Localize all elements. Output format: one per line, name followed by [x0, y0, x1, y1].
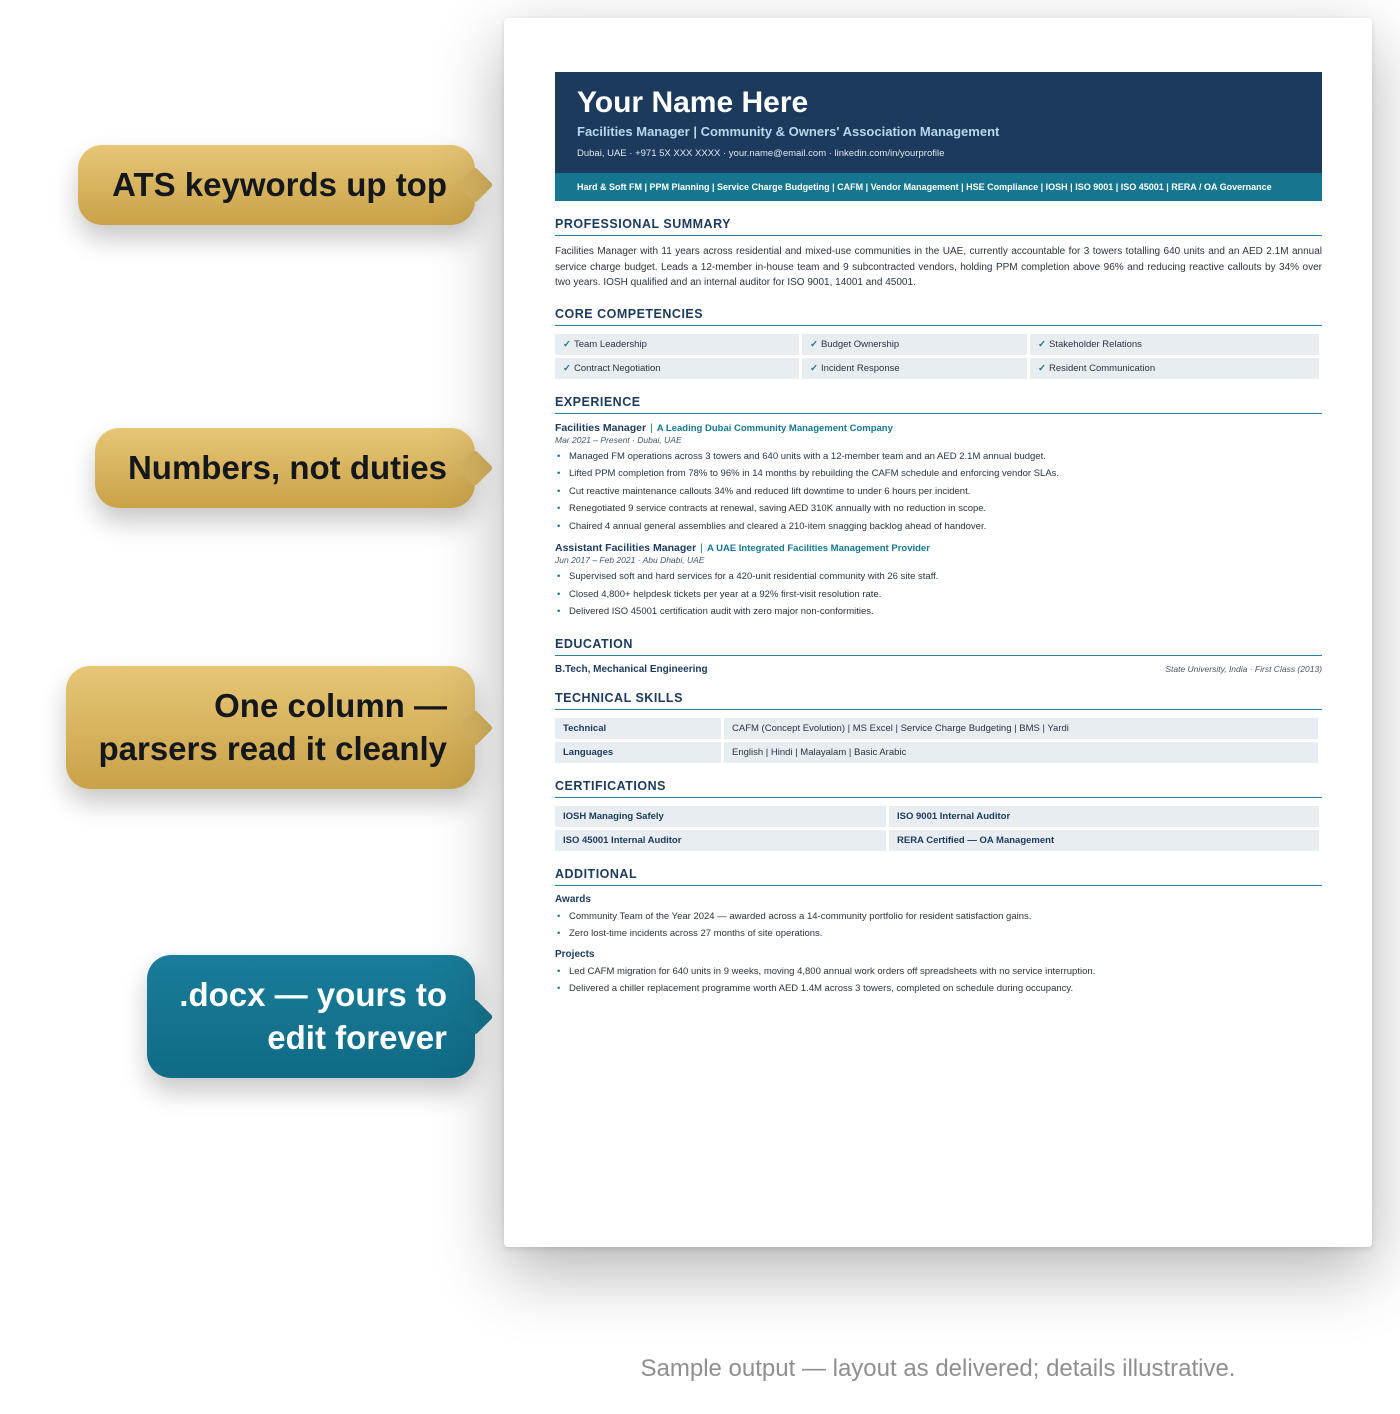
awards-heading: Awards	[555, 893, 591, 905]
skill-label: Technical	[555, 718, 721, 739]
competency-item: ✓ Incident Response	[802, 358, 1027, 379]
list-item: • Chaired 4 annual general assemblies and cleared a 210-item snagging backlog ahead of handover.	[555, 518, 1322, 536]
list-item: • Delivered a chiller replacement programme worth AED 1.4M across 3 towers, completed on schedule during occupancy.	[555, 980, 1322, 998]
section-heading-certifications: CERTIFICATIONS	[555, 779, 1322, 798]
job-title: Assistant Facilities Manager	[555, 542, 697, 554]
job-company: A Leading Dubai Community Management Company	[656, 422, 893, 434]
check-icon: ✓	[563, 338, 571, 350]
footer-caption: Sample output — layout as delivered; details illustrative.	[640, 1355, 1236, 1382]
certifications-grid	[555, 806, 1322, 851]
job-meta: Jun 2017 – Feb 2021 · Abu Dhabi, UAE	[555, 555, 705, 565]
section-heading-skills: TECHNICAL SKILLS	[555, 691, 1322, 710]
contact-line: Dubai, UAE · +971 5X XXX XXXX · your.name@email.com · linkedin.com/in/yourprofile	[577, 148, 945, 159]
list-item: • Lifted PPM completion from 78% to 96% in 14 months by rebuilding the CAFM schedule and enforcing vendor SLAs.	[555, 465, 1322, 483]
callout-numbers	[95, 428, 475, 508]
competency-grid	[555, 334, 1322, 379]
callout-text: .docx — yours to edit forever	[179, 976, 447, 1056]
skill-value: English | Hindi | Malayalam | Basic Arabic	[724, 742, 1318, 763]
callout-text: One column — parsers read it cleanly	[98, 687, 447, 767]
job-entry	[555, 422, 1322, 536]
callout-ats-keywords	[78, 145, 475, 225]
skill-label: Languages	[555, 742, 721, 763]
job-title-line: Assistant Facilities Manager | A UAE Integrated Facilities Management Provider	[555, 542, 930, 554]
callout-one-column	[66, 666, 475, 789]
resume-header	[555, 72, 1322, 173]
section-heading-experience: EXPERIENCE	[555, 395, 1322, 414]
job-bullets	[555, 568, 1322, 621]
callout-docx	[147, 955, 475, 1078]
candidate-role: Facilities Manager | Community & Owners' Association Management	[577, 124, 1000, 139]
candidate-name: Your Name Here	[577, 86, 809, 119]
check-icon: ✓	[810, 338, 818, 350]
projects-heading: Projects	[555, 948, 595, 960]
competency-item: ✓ Stakeholder Relations	[1030, 334, 1319, 355]
section-heading-additional: ADDITIONAL	[555, 867, 1322, 886]
competency-item: ✓ Contract Negotiation	[555, 358, 799, 379]
skill-value: CAFM (Concept Evolution) | MS Excel | Service Charge Budgeting | BMS | Yardi	[724, 718, 1318, 739]
list-item: • Zero lost-time incidents across 27 months of site operations.	[555, 925, 1322, 943]
keyword-bar: Hard & Soft FM | PPM Planning | Service Charge Budgeting | CAFM | Vendor Management | HSE Compliance | IOSH | ISO 9001 | ISO 45001 | RERA / OA Governance	[555, 173, 1322, 201]
callout-text: Numbers, not duties	[127, 449, 447, 486]
job-meta: Mar 2021 – Present · Dubai, UAE	[555, 434, 682, 445]
resume-content	[555, 72, 1322, 998]
education-institution: State University, India · First Class (2013)	[1165, 663, 1322, 674]
section-heading-summary: PROFESSIONAL SUMMARY	[555, 217, 1322, 236]
list-item: • Closed 4,800+ helpdesk tickets per year at a 92% first-visit resolution rate.	[555, 586, 1322, 604]
section-heading-education: EDUCATION	[555, 637, 1322, 656]
certification-item: ISO 45001 Internal Auditor	[555, 830, 886, 851]
check-icon: ✓	[1038, 362, 1046, 374]
projects-list	[555, 963, 1322, 998]
summary-text: Facilities Manager with 11 years across residential and mixed-use communities in the UAE, currently accountable for 3 towers totalling 640 units and an AED 2.1M annual service charge budget. Leads a 12-member in-house team and 9 subcontracted vendors, holding PPM completion above 96% and reducing reactive callouts by 34% over two years. IOSH qualified and an internal auditor for ISO 9001, 14001 and 45001.	[555, 246, 1322, 288]
competency-item: ✓ Budget Ownership	[802, 334, 1027, 355]
job-bullets	[555, 448, 1322, 536]
job-company: A UAE Integrated Facilities Management Provider	[706, 543, 930, 554]
list-item: • Renegotiated 9 service contracts at renewal, saving AED 310K annually with no reduction in scope.	[555, 500, 1322, 518]
check-icon: ✓	[563, 362, 571, 374]
list-item: • Led CAFM migration for 640 units in 9 weeks, moving 4,800 annual work orders off spreadsheets with no service interruption.	[555, 963, 1322, 981]
awards-list	[555, 908, 1322, 943]
education-row	[555, 664, 1322, 675]
education-degree: B.Tech, Mechanical Engineering	[555, 663, 708, 675]
callout-text: ATS keywords up top	[112, 166, 447, 203]
job-title: Facilities Manager	[555, 421, 647, 434]
competency-item: ✓ Resident Communication	[1030, 358, 1319, 379]
check-icon: ✓	[1038, 338, 1046, 350]
list-item: • Supervised soft and hard services for a 420-unit residential community with 26 site staff.	[555, 568, 1322, 586]
competency-item: ✓ Team Leadership	[555, 334, 799, 355]
certification-item: RERA Certified — OA Management	[889, 830, 1319, 851]
certification-item: IOSH Managing Safely	[555, 806, 886, 827]
list-item: • Managed FM operations across 3 towers and 640 units with a 12-member team and an AED 2.1M annual budget.	[555, 448, 1322, 466]
certification-item: ISO 9001 Internal Auditor	[889, 806, 1319, 827]
resume-page	[504, 18, 1372, 1247]
section-heading-competencies: CORE COMPETENCIES	[555, 307, 1322, 326]
skills-table	[555, 718, 1322, 763]
job-entry	[555, 542, 1322, 621]
list-item: • Cut reactive maintenance callouts 34% and reduced lift downtime to under 6 hours per incident.	[555, 483, 1322, 501]
job-title-line: Facilities Manager | A Leading Dubai Community Management Company	[555, 421, 893, 434]
check-icon: ✓	[810, 362, 818, 374]
list-item: • Delivered ISO 45001 certification audit with zero major non-conformities.	[555, 603, 1322, 621]
list-item: • Community Team of the Year 2024 — awarded across a 14-community portfolio for resident satisfaction gains.	[555, 908, 1322, 926]
